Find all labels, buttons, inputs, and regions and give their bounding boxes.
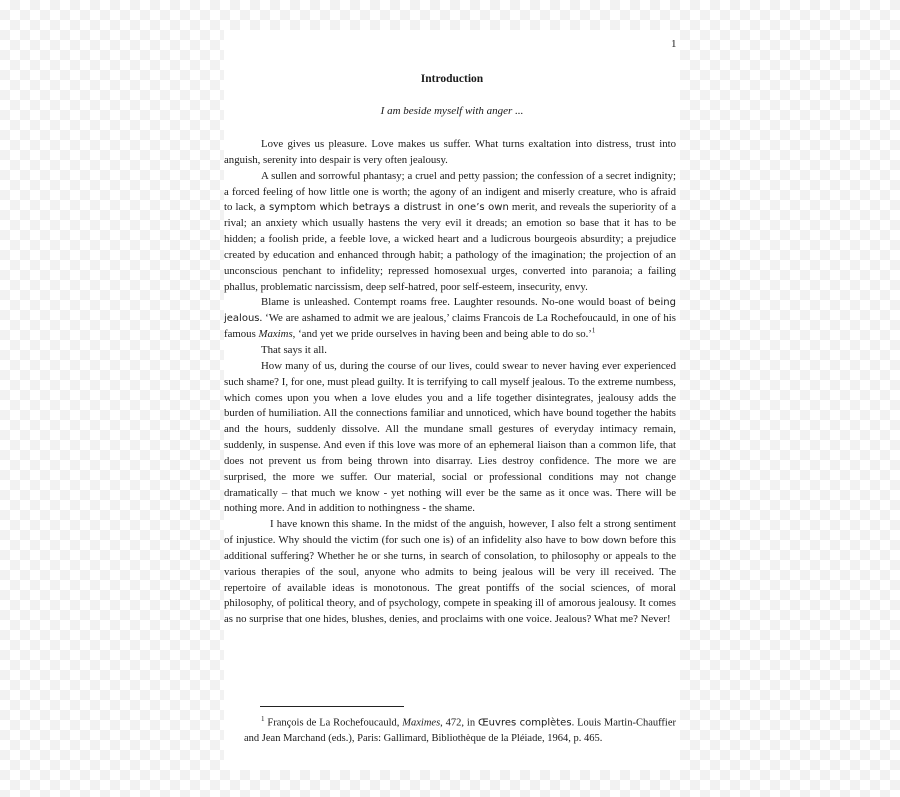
footnote [244, 712, 676, 747]
paragraph-2-part-b: a symptom which betrays a distrust in one’s own [259, 202, 509, 214]
paragraph-4: That says it all. [261, 343, 327, 356]
paragraph-2 [224, 169, 676, 296]
footnote-text [244, 712, 676, 747]
footnote-marker: 1 [261, 715, 265, 723]
paragraph-6: I have known this shame. In the midst of the anguish, however, I also felt a strong sentiment of injustice. Why should the victim (for such one is) of an infidelity also have to bow down before this additional suffering? Whether he or she turns, in search of consolation, to philosophy or appeals to the various therapies of the soul, anyone who admits to being jealous will be very ill received. The repertoire of available ideas is monotonous. The great pontiffs of the social sciences, of moral philosophy, of political theory, and of psychology, compete in speaking ill of amorous jealousy. It comes as no surprise that one hides, blushes, denies, and proclaims with one voice. Jealous? What me? Never! [224, 518, 676, 626]
paragraph-3-part-b: being jealous [224, 297, 676, 325]
paragraph-3-maxims: Maxims [258, 328, 293, 341]
footnote-reference: 1 [591, 326, 596, 335]
footnote-part-e: . Louis Martin-Chauffier and Jean Marchand (eds.), Paris: Gallimard, Bibliothèque de la Pléiade, 1964, p. 465. [244, 717, 676, 744]
paragraph-2-part-a: A sullen and sorrowful phantasy; a cruel and petty passion; the confession of a secret indignity; a forced feeling of how little one is worth; the agony of an indigent and miserly creature, who is afraid to lack, [224, 169, 676, 214]
footnote-divider [260, 706, 404, 707]
footnote-part-c: , 472, in [440, 717, 478, 729]
page-number: 1 [671, 38, 677, 50]
body-text [224, 137, 676, 628]
paragraph-3-part-a: Blame is unleashed. Contempt roams free. Laughter resounds. No-one would boast of [261, 296, 649, 309]
paragraph-3-part-c: . ‘We are ashamed to admit we are jealous,’ claims Francois de La Rochefoucauld, in one of his famous [224, 312, 676, 341]
footnote-part-a: François de La Rochefoucauld, [264, 717, 403, 729]
paragraph-2-part-c: merit, and reveals the superiority of a rival; an anxiety which usually hastens the very evil it dreads; an emotion so base that it has to be hidden; a foolish pride, a feeble love, a wicked heart and a ludicrous bourgeois absurdity; a prejudice created by education and enhanced through habit; a pathology of the imagination; the projection of an unconscious penchant to infidelity; repressed homosexual urges, converted into paranoia; a failing phallus, problematic narcissism, deep self-hatred, poor self-esteem, insecurity, envy. [224, 201, 677, 293]
footnote-maximes: Maximes [402, 717, 441, 729]
paragraph-5: How many of us, during the course of our lives, could swear to never having ever experienced such shame? I, for one, must plead guilty. It is terrifying to call myself jealous. To the extreme numbess, which comes upon you when a love eludes you and a life together disintegrates, jealousy adds the burden of humiliation. All the connections familiar and unnoticed, which have bound together the habits and the hours, suddenly dissolve. All the mundane small gestures of everyday intimacy remain, suddenly, in suspense. And even if this love was more of an ephemeral liaison than a common life, that does not prevent us from being thrown into disarray. Lies destroy confidence. The more we are surprised, the more we suffer. Our material, social or professional conditions may not change dramatically – that much we know - yet nothing will ever be the same as it once was. There will be nothing more. And in addition to nothingness - the shame. [224, 359, 676, 515]
paragraph-1: Love gives us pleasure. Love makes us suffer. What turns exaltation into distress, trust into anguish, serenity into despair is very often jealousy. [224, 138, 676, 166]
epigraph: I am beside myself with anger ... [380, 105, 524, 117]
chapter-title: Introduction [420, 73, 484, 85]
footnote-oeuvres: Œuvres complètes [477, 717, 572, 729]
paragraph-3-part-e: , ‘and yet we pride ourselves in having been and being able to do so.’ [292, 328, 592, 341]
paragraph-3 [224, 295, 676, 343]
